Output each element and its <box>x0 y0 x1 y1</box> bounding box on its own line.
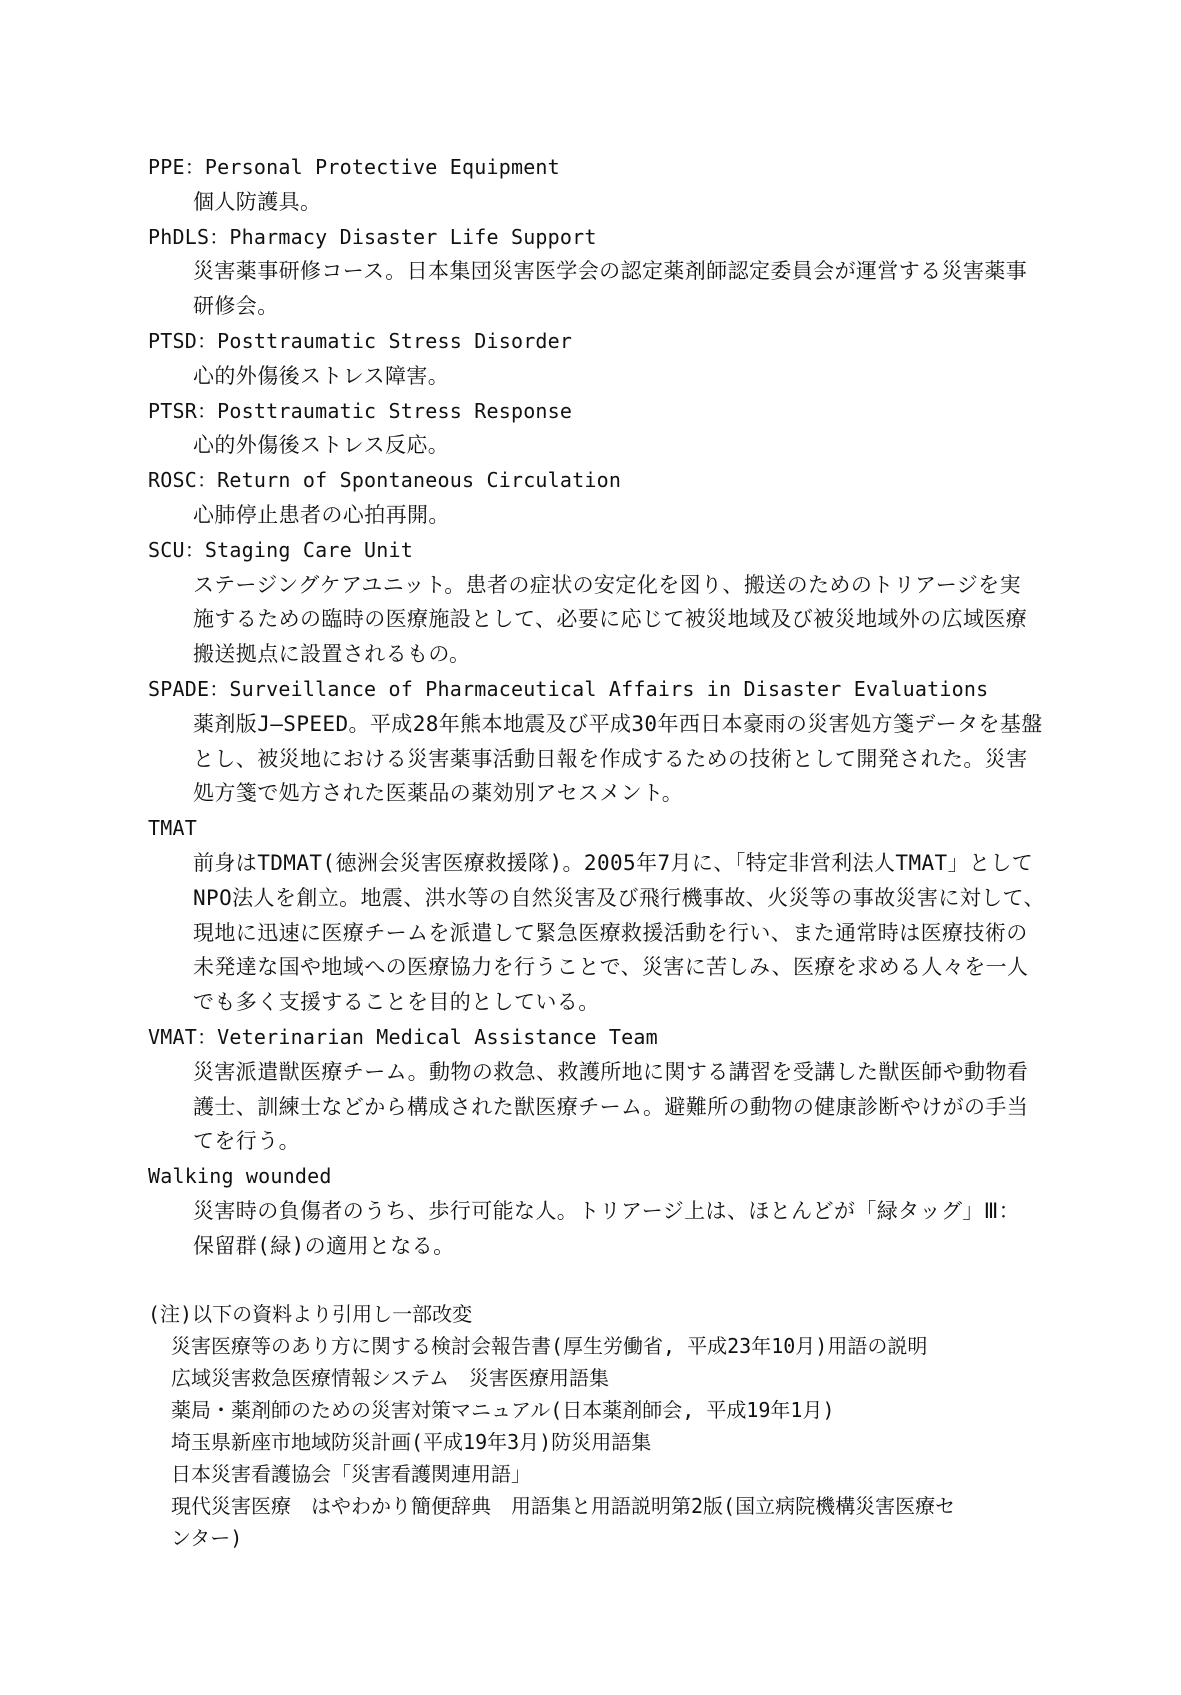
description-line: 心肺停止患者の心拍再開。 <box>193 502 450 527</box>
term-heading: PPE：Personal Protective Equipment <box>148 155 560 179</box>
term-heading: ROSC：Return of Spontaneous Circulation <box>148 468 622 493</box>
term-description <box>193 498 1038 533</box>
description-line: 未発達な国や地域への医療協力を行うことで、災害に苦しみ、医療を求める人々を一人 <box>193 955 1029 980</box>
notes-title: (注)以下の資料より引用し一部改変 <box>148 1302 473 1327</box>
glossary-entry-ppe <box>148 150 1038 220</box>
description-line: NPO法人を創立。地震、洪水等の自然災害及び飛行機事故、火災等の事故災害に対して、 <box>193 885 1045 910</box>
description-line: 災害時の負傷者のうち、歩行可能な人。トリアージ上は、ほとんどが「緑タッグ」Ⅲ： <box>193 1198 1021 1223</box>
glossary-entry-ptsd <box>148 324 1038 394</box>
term-heading: PTSD：Posttraumatic Stress Disorder <box>148 328 573 353</box>
term-heading: PTSR：Posttraumatic Stress Response <box>148 398 573 423</box>
term-heading: VMAT：Veterinarian Medical Assistance Team <box>148 1024 658 1049</box>
glossary-entry-ptsr <box>148 394 1038 464</box>
term-description <box>193 428 1038 463</box>
glossary-entry-tmat <box>148 811 1045 1020</box>
description-line: ステージングケアユニット。患者の症状の安定化を図り、搬送のためのトリアージを実 <box>193 572 1021 597</box>
term-heading: Walking wounded <box>148 1164 332 1189</box>
term-description <box>193 568 1038 672</box>
notes-list <box>171 1330 1038 1554</box>
glossary-page <box>148 150 1045 1554</box>
description-line: とし、被災地における災害薬事活動日報を作成するための技術として開発された。災害 <box>193 746 1028 771</box>
notes-item: 埼玉県新座市地域防災計画(平成19年3月)防災用語集 <box>171 1430 652 1455</box>
term-description <box>193 1055 1038 1159</box>
description-line: 施するための臨時の医療施設として、必要に応じて被災地域及び被災地域外の広域医療 <box>193 607 1028 632</box>
glossary-entry-vmat <box>148 1020 1038 1159</box>
term-heading: TMAT <box>148 816 197 841</box>
term-description <box>193 1194 1038 1264</box>
description-line: 前身はTDMAT(徳洲会災害医療救援隊)。2005年7月に、「特定非営利法人TMAT」として <box>193 850 1034 875</box>
description-line: 薬剤版J―SPEED。平成28年熊本地震及び平成30年西日本豪雨の災害処方箋データを基盤 <box>193 711 1043 736</box>
term-description <box>193 359 1038 394</box>
term-description <box>193 185 1038 220</box>
description-line: 研修会。 <box>193 294 279 319</box>
notes-item: 日本災害看護協会「災害看護関連用語」 <box>171 1462 531 1487</box>
description-line: 災害薬事研修コース。日本集団災害医学会の認定薬剤師認定委員会が運営する災害薬事 <box>193 259 1028 284</box>
glossary-entry-scu <box>148 533 1038 672</box>
source-notes <box>148 1298 1038 1554</box>
description-line: 現地に迅速に医療チームを派遣して緊急医療救援活動を行い、また通常時は医療技術の <box>193 920 1028 945</box>
term-description <box>193 254 1038 324</box>
description-line: 心的外傷後ストレス障害。 <box>193 363 450 388</box>
term-heading: SPADE：Surveillance of Pharmaceutical Affairs in Disaster Evaluations <box>148 676 989 701</box>
term-description <box>193 846 1045 1020</box>
glossary-entry-rosc <box>148 463 1038 533</box>
notes-item: 現代災害医療 はやわかり簡便辞典 用語集と用語説明第2版(国立病院機構災害医療セ <box>171 1494 956 1519</box>
notes-item: 広域災害救急医療情報システム 災害医療用語集 <box>171 1366 609 1391</box>
description-line: 災害派遣獣医療チーム。動物の救急、救護所地に関する講習を受講した獣医師や動物看 <box>193 1059 1029 1084</box>
term-description <box>193 707 1043 811</box>
notes-item: ンター) <box>171 1526 243 1551</box>
description-line: 個人防護具。 <box>193 189 322 214</box>
glossary-entry-walking-wounded <box>148 1159 1038 1263</box>
description-line: てを行う。 <box>193 1129 300 1154</box>
notes-item: 災害医療等のあり方に関する検討会報告書(厚生労働省, 平成23年10月)用語の説明 <box>171 1334 928 1359</box>
description-line: でも多く支援することを目的としている。 <box>193 990 600 1015</box>
notes-item: 薬局・薬剤師のための災害対策マニュアル(日本薬剤師会, 平成19年1月) <box>171 1398 835 1423</box>
description-line: 保留群(緑)の適用となる。 <box>193 1233 455 1258</box>
term-heading: SCU：Staging Care Unit <box>148 537 414 562</box>
description-line: 護士、訓練士などから構成された獣医療チーム。避難所の動物の健康診断やけがの手当 <box>193 1094 1029 1119</box>
description-line: 心的外傷後ストレス反応。 <box>193 433 450 458</box>
term-heading: PhDLS：Pharmacy Disaster Life Support <box>148 224 597 249</box>
glossary-entry-phdls <box>148 220 1038 324</box>
description-line: 処方箋で処方された医薬品の薬効別アセスメント。 <box>193 781 684 806</box>
description-line: 搬送拠点に設置されるもの。 <box>193 642 471 667</box>
glossary-entry-spade <box>148 672 1043 811</box>
